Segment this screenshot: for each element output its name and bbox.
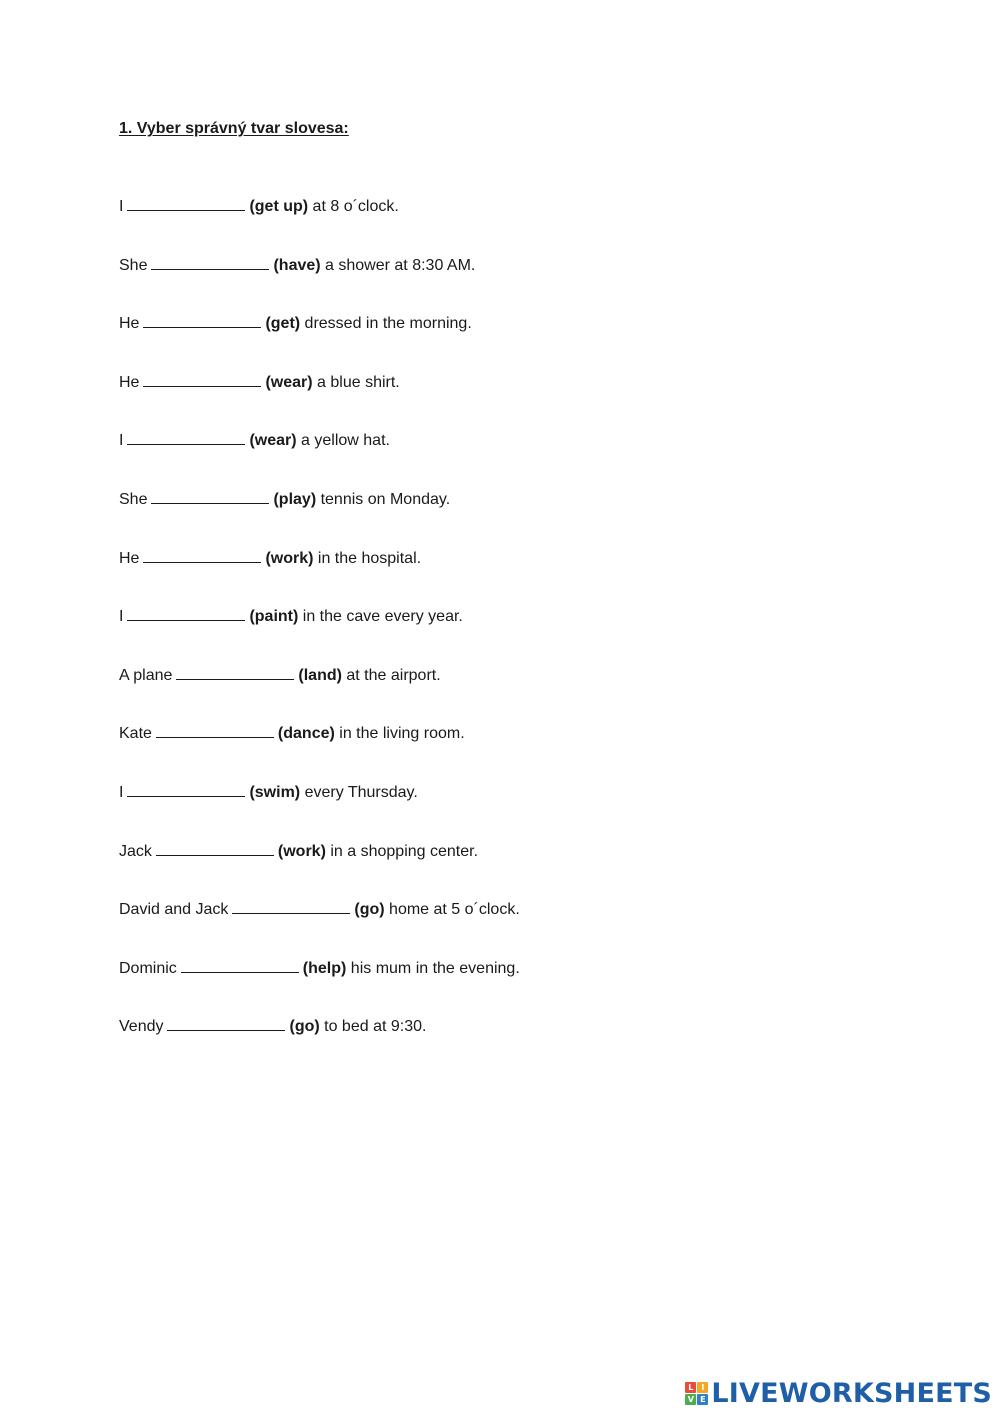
sentence-rest: dressed in the morning. [300, 315, 472, 333]
sentence-row [119, 841, 520, 900]
answer-blank[interactable] [151, 489, 269, 504]
sentence-row [119, 899, 520, 958]
sentence-rest: a yellow hat. [296, 432, 390, 450]
sentence-row [119, 606, 520, 665]
sentence-row [119, 958, 520, 1017]
sentence-row [119, 723, 520, 782]
sentence-row [119, 1016, 520, 1075]
sentence-subject: She [119, 490, 148, 508]
answer-blank[interactable] [167, 1016, 285, 1031]
answer-blank[interactable] [143, 372, 261, 387]
sentence-rest: to bed at 9:30. [319, 1018, 427, 1036]
sentence-row [119, 782, 520, 841]
sentence-verb-hint: (play) [273, 490, 317, 508]
sentence-row [119, 548, 520, 607]
sentence-rest: a blue shirt. [312, 373, 400, 391]
sentence-subject: David and Jack [119, 901, 229, 919]
sentence-verb-hint: (paint) [249, 608, 299, 626]
answer-blank[interactable] [127, 782, 245, 797]
logo-tile: L [685, 1382, 696, 1393]
sentence-verb-hint: (land) [298, 666, 342, 684]
answer-blank[interactable] [143, 548, 261, 563]
sentence-list [119, 196, 520, 1075]
sentence-rest: in a shopping center. [325, 842, 479, 860]
sentence-verb-hint: (get up) [249, 198, 309, 215]
sentence-rest: his mum in the evening. [346, 959, 520, 977]
sentence-rest: home at 5 o´clock. [384, 901, 520, 919]
sentence-rest: in the hospital. [313, 549, 422, 567]
sentence-subject: A plane [119, 666, 173, 684]
sentence-subject: Vendy [119, 1018, 164, 1036]
sentence-row [119, 430, 520, 489]
answer-blank[interactable] [127, 430, 245, 445]
sentence-rest: in the cave every year. [298, 608, 463, 626]
answer-blank[interactable] [232, 899, 350, 914]
sentence-subject: I [119, 608, 124, 626]
sentence-verb-hint: (have) [273, 256, 321, 274]
sentence-verb-hint: (get) [265, 315, 301, 333]
sentence-rest: a shower at 8:30 AM. [320, 256, 476, 274]
brand-wordmark: LIVEWORKSHEETS [711, 1378, 992, 1409]
answer-blank[interactable] [156, 841, 274, 856]
sentence-subject: I [119, 198, 124, 215]
sentence-row [119, 372, 520, 431]
sentence-verb-hint: (go) [289, 1018, 320, 1036]
sentence-rest: in the living room. [334, 725, 465, 743]
sentence-verb-hint: (help) [302, 959, 347, 977]
answer-blank[interactable] [143, 313, 261, 328]
liveworksheets-logo-icon [685, 1382, 708, 1405]
logo-tile: E [697, 1394, 708, 1405]
answer-blank[interactable] [127, 606, 245, 621]
sentence-verb-hint: (work) [277, 842, 326, 860]
logo-tile: V [685, 1394, 696, 1405]
sentence-subject: Dominic [119, 959, 177, 977]
sentence-row [119, 313, 520, 372]
sentence-subject: Kate [119, 725, 152, 743]
sentence-subject: He [119, 315, 140, 333]
sentence-subject: He [119, 373, 140, 391]
answer-blank[interactable] [151, 255, 269, 270]
sentence-rest: every Thursday. [300, 783, 418, 801]
sentence-subject: Jack [119, 842, 152, 860]
sentence-subject: She [119, 256, 148, 274]
sentence-rest: tennis on Monday. [316, 490, 451, 508]
sentence-row [119, 196, 520, 255]
answer-blank[interactable] [127, 196, 245, 211]
sentence-verb-hint: (swim) [249, 783, 301, 801]
sentence-verb-hint: (work) [265, 549, 314, 567]
logo-tile: I [697, 1382, 708, 1393]
sentence-subject: He [119, 549, 140, 567]
sentence-subject: I [119, 432, 124, 450]
sentence-verb-hint: (wear) [265, 373, 313, 391]
answer-blank[interactable] [176, 665, 294, 680]
sentence-row [119, 255, 520, 314]
sentence-row [119, 489, 520, 548]
sentence-subject: I [119, 783, 124, 801]
exercise-heading: 1. Vyber správný tvar slovesa: [119, 120, 349, 137]
sentence-verb-hint: (go) [354, 901, 385, 919]
sentence-row [119, 665, 520, 724]
answer-blank[interactable] [181, 958, 299, 973]
liveworksheets-brand [685, 1380, 992, 1407]
sentence-verb-hint: (wear) [249, 432, 297, 450]
sentence-verb-hint: (dance) [277, 725, 335, 743]
answer-blank[interactable] [156, 723, 274, 738]
sentence-rest: at 8 o´clock. [308, 198, 399, 215]
sentence-rest: at the airport. [341, 666, 441, 684]
